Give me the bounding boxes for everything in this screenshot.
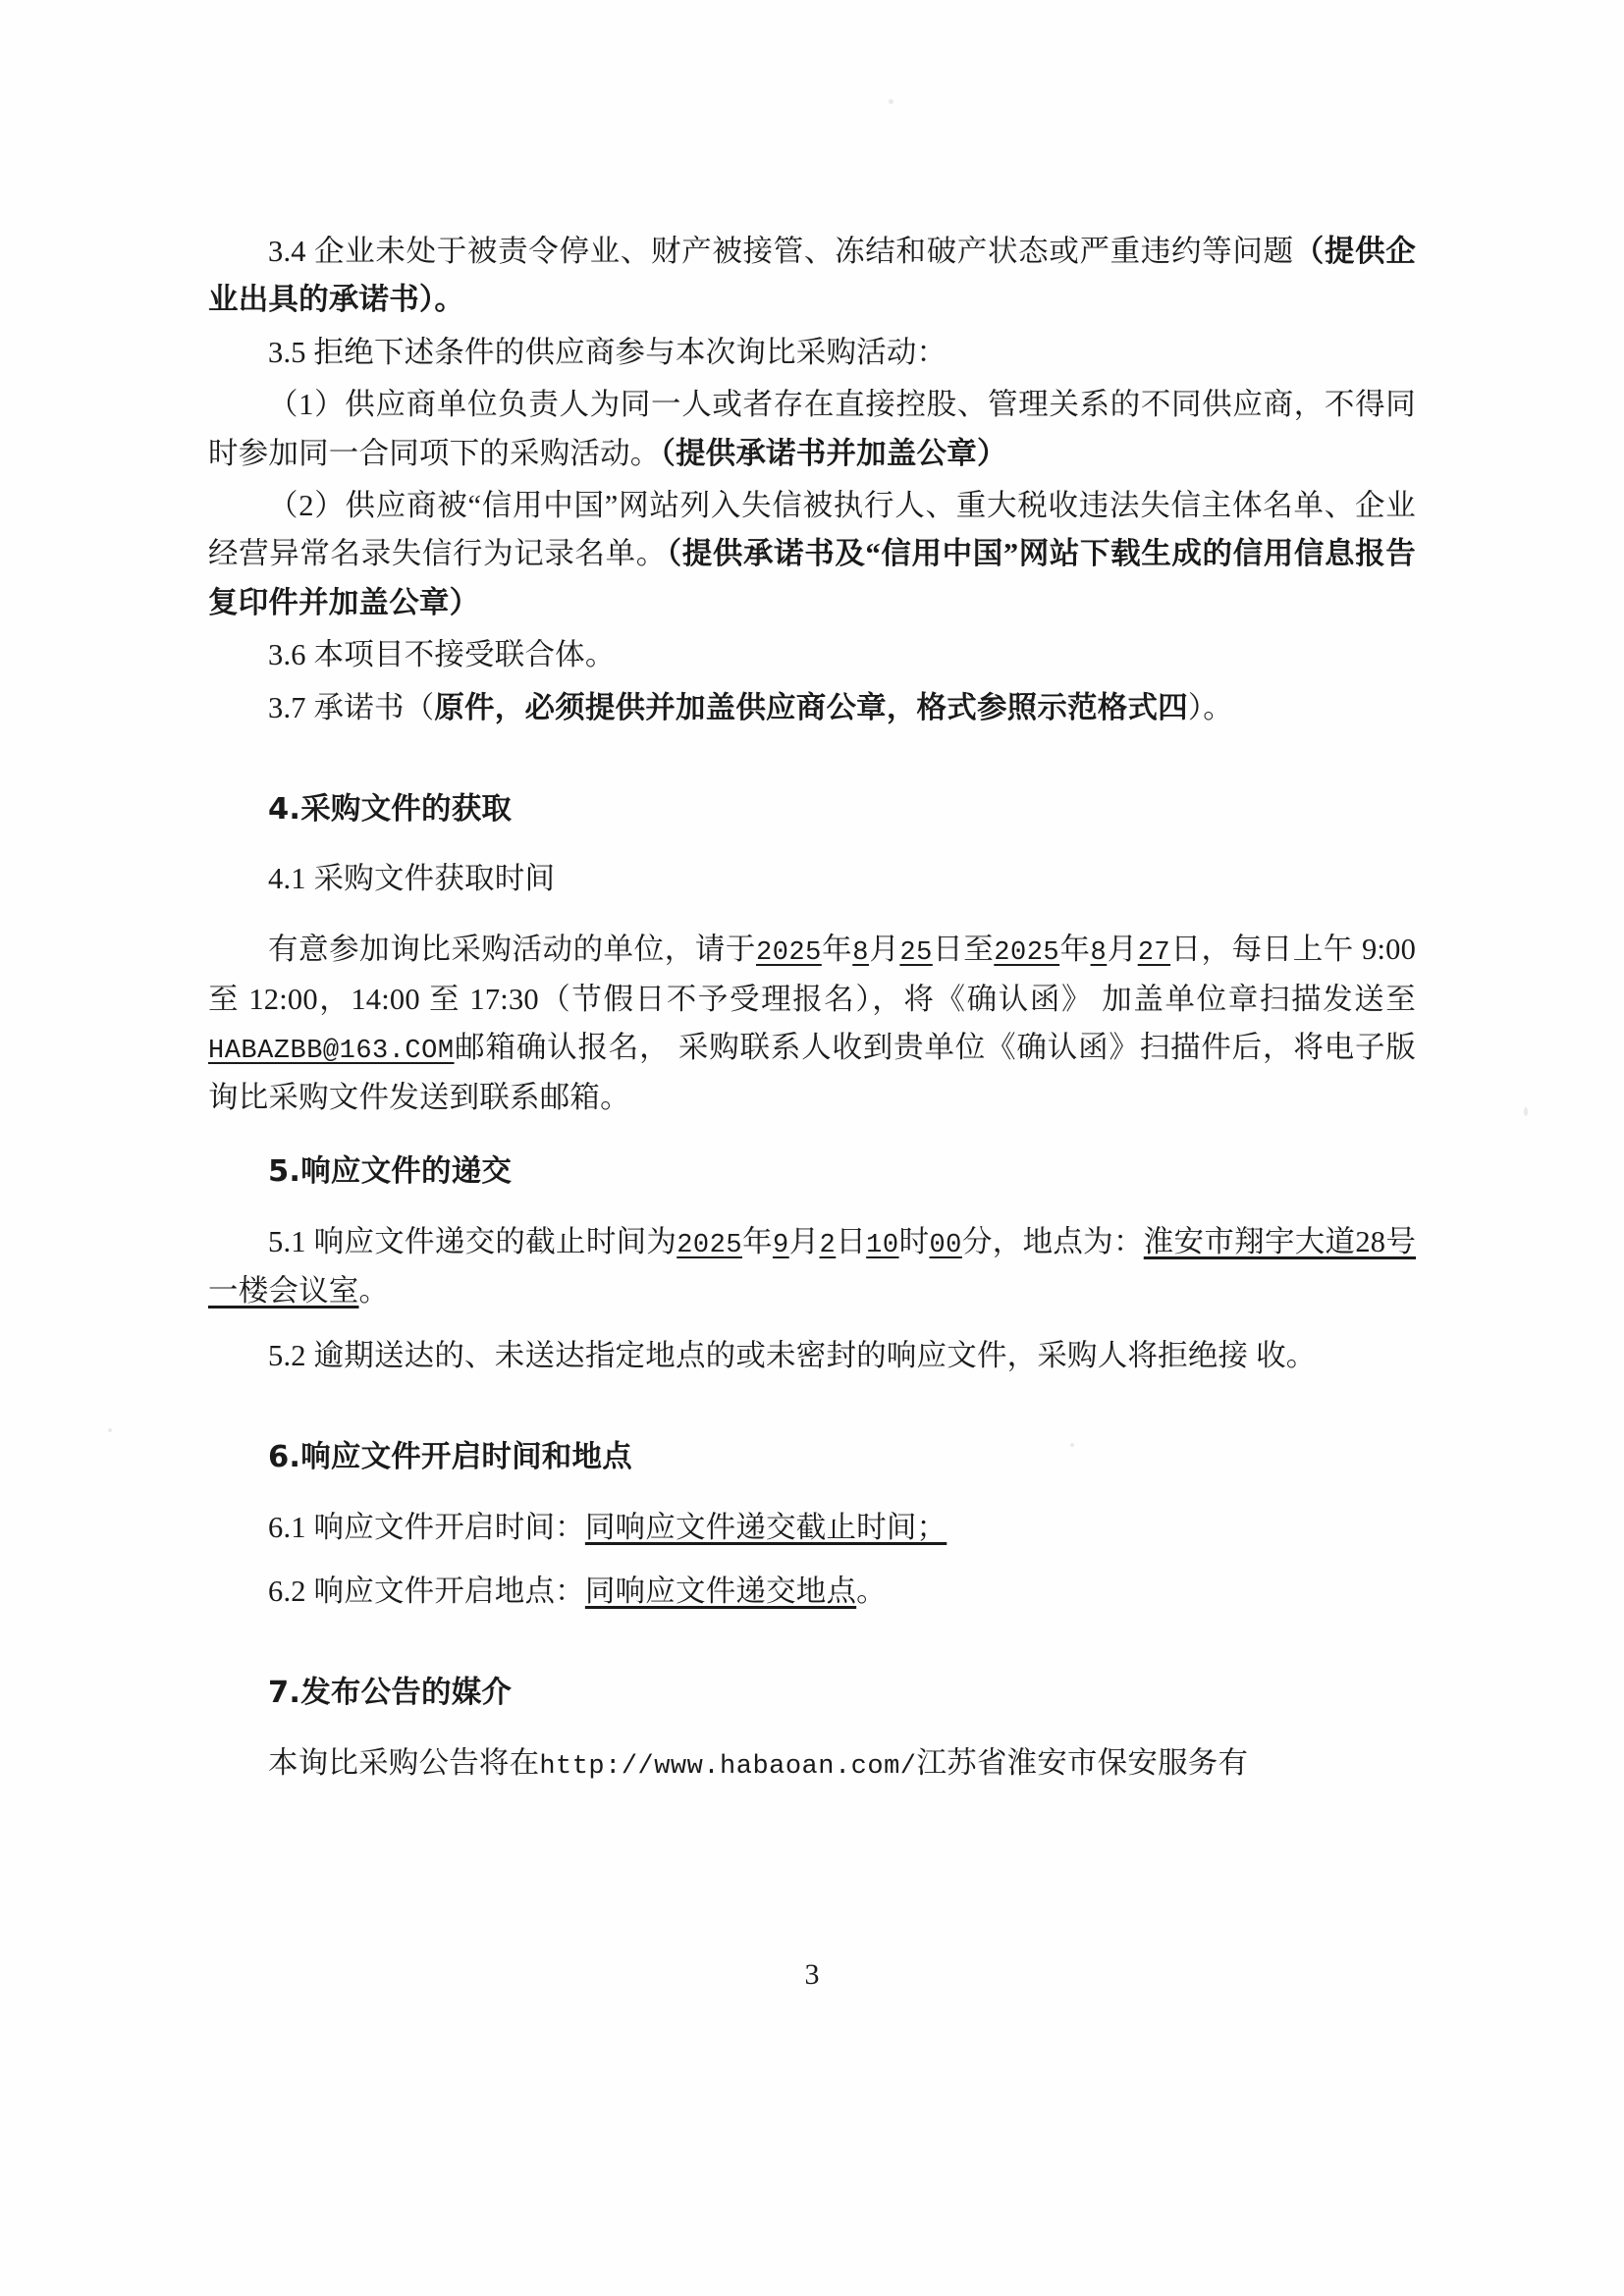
acquire-start-day: 25 (899, 937, 933, 968)
acquire-mid-2: 邮箱确认报名， 采购联系人收到贵单位《确认函》扫描件后，将电子版询比采购文件发送到联系邮箱。 (208, 1031, 1416, 1114)
heading-6: 6.响应文件开启时间和地点 (268, 1440, 632, 1475)
clause-3-5-item-1 (208, 381, 1416, 478)
acquire-unit-year: 年 (821, 932, 853, 966)
clause-3-5-item-1-text: （1）供应商单位负责人为同一人或者存在直接控股、管理关系的不同供应商，不得同时参加同一合同项下的采购活动。 (208, 388, 1416, 470)
scan-speck (889, 99, 893, 104)
submit-unit-year: 年 (742, 1224, 773, 1258)
acquire-start-month: 8 (852, 937, 869, 968)
heading-7: 7.发布公告的媒介 (268, 1676, 513, 1711)
acquire-unit-day-to: 日至 (932, 932, 995, 966)
clause-3-6 (208, 631, 1416, 679)
clause-6-1-underlined: 同响应文件递交截止时间； (584, 1510, 947, 1544)
clause-6-1-lead: 6.1 响应文件开启时间： (268, 1510, 585, 1544)
acquire-start-year: 2025 (756, 937, 822, 968)
clause-3-5-item-2 (208, 482, 1416, 627)
scan-speck (1524, 1107, 1528, 1116)
acquire-lead: 有意参加询比采购活动的单位，请于 (268, 932, 756, 966)
clause-5-2: 5.2 逾期送达的、未送达指定地点的或未密封的响应文件，采购人将拒绝接 收。 (268, 1338, 1317, 1372)
clause-3-4 (208, 228, 1416, 325)
clause-3-7 (208, 684, 1416, 732)
heading-4: 4.采购文件的获取 (268, 792, 513, 828)
clause-3-7-lead: 3.7 承诺书（ (268, 690, 435, 724)
clause-3-5-item-2-text: （2）供应商被“信用中国”网站列入失信被执行人、重大税收违法失信主体名单、企业经营异常名录失信行为记录名单。 (208, 489, 1416, 571)
acquire-unit-month-2: 月 (1107, 932, 1138, 966)
submit-place: 淮安市翔宇大道28号一楼会议室 (208, 1224, 1417, 1308)
acquire-end-day: 27 (1137, 937, 1171, 968)
heading-5: 5.响应文件的递交 (268, 1154, 513, 1190)
clause-6-2-tail: 。 (856, 1574, 887, 1608)
document-body (208, 228, 1416, 1792)
acquire-paragraph (208, 926, 1416, 1122)
clause-7-tail: 江苏省淮安市保安服务有 (916, 1745, 1249, 1780)
clause-3-4-text: 3.4 企业未处于被责令停业、财产被接管、冻结和破产状态或严重违约等问题 (268, 235, 1294, 268)
clause-5-1 (208, 1218, 1416, 1316)
acquire-end-month: 8 (1090, 937, 1108, 968)
clause-7-text (208, 1739, 1416, 1789)
acquire-unit-day: 日， (1170, 932, 1232, 966)
clause-7-url: http://www.habaoan.com/ (539, 1751, 917, 1782)
acquire-mid-1: 每日上午 9:00 至 12:00，14:00 至 17:30（节假日不予受理报名），将《确认函》 加盖单位章扫描发送至 (208, 932, 1417, 1016)
clause-3-5 (208, 329, 1416, 377)
clause-6-1 (208, 1504, 1416, 1552)
clause-7-lead: 本询比采购公告将在 (268, 1745, 540, 1780)
sub-heading-4-1: 4.1 采购文件获取时间 (268, 862, 556, 896)
submit-month: 9 (772, 1230, 789, 1260)
acquire-end-year: 2025 (994, 937, 1060, 968)
acquire-unit-year-2: 年 (1059, 932, 1091, 966)
submit-hour: 10 (866, 1230, 899, 1260)
clause-6-2-lead: 6.2 响应文件开启地点： (268, 1574, 585, 1608)
submit-minute: 00 (929, 1230, 962, 1260)
submit-unit-month: 月 (788, 1224, 820, 1258)
clause-3-6-text: 3.6 本项目不接受联合体。 (268, 638, 616, 672)
submit-unit-minute: 分， (961, 1224, 1023, 1258)
clause-3-5-item-1-bold: （提供承诺书并加盖公章） (660, 436, 1007, 470)
acquire-unit-month: 月 (868, 932, 900, 966)
acquire-email: HABAZBB@163.COM (208, 1037, 455, 1067)
clause-3-5-item-2-bold: （提供承诺书及“信用中国”网站下载生成的信用信息报告复印件并加盖公章） (208, 537, 1417, 619)
submit-day: 2 (819, 1230, 837, 1260)
clause-3-7-tail: ）。 (1187, 690, 1234, 724)
submit-tail: 。 (358, 1274, 390, 1308)
clause-3-5-text: 3.5 拒绝下述条件的供应商参与本次询比采购活动： (268, 335, 947, 369)
submit-unit-day: 日 (836, 1224, 867, 1258)
clause-3-7-bold: 原件，必须提供并加盖供应商公章，格式参照示范格式四 (434, 690, 1188, 724)
clause-3-4-bold: （提供企业出具的承诺书）。 (208, 235, 1416, 317)
submit-unit-hour: 时 (898, 1224, 930, 1258)
submit-lead: 5.1 响应文件递交的截止时间为 (268, 1224, 677, 1258)
scan-speck (108, 1428, 112, 1432)
submit-year: 2025 (677, 1230, 743, 1260)
clause-6-2 (208, 1568, 1416, 1616)
submit-place-lead: 地点为： (1022, 1224, 1144, 1258)
clause-6-2-underlined: 同响应文件递交地点 (584, 1574, 857, 1608)
page-number: 3 (804, 1958, 820, 1991)
